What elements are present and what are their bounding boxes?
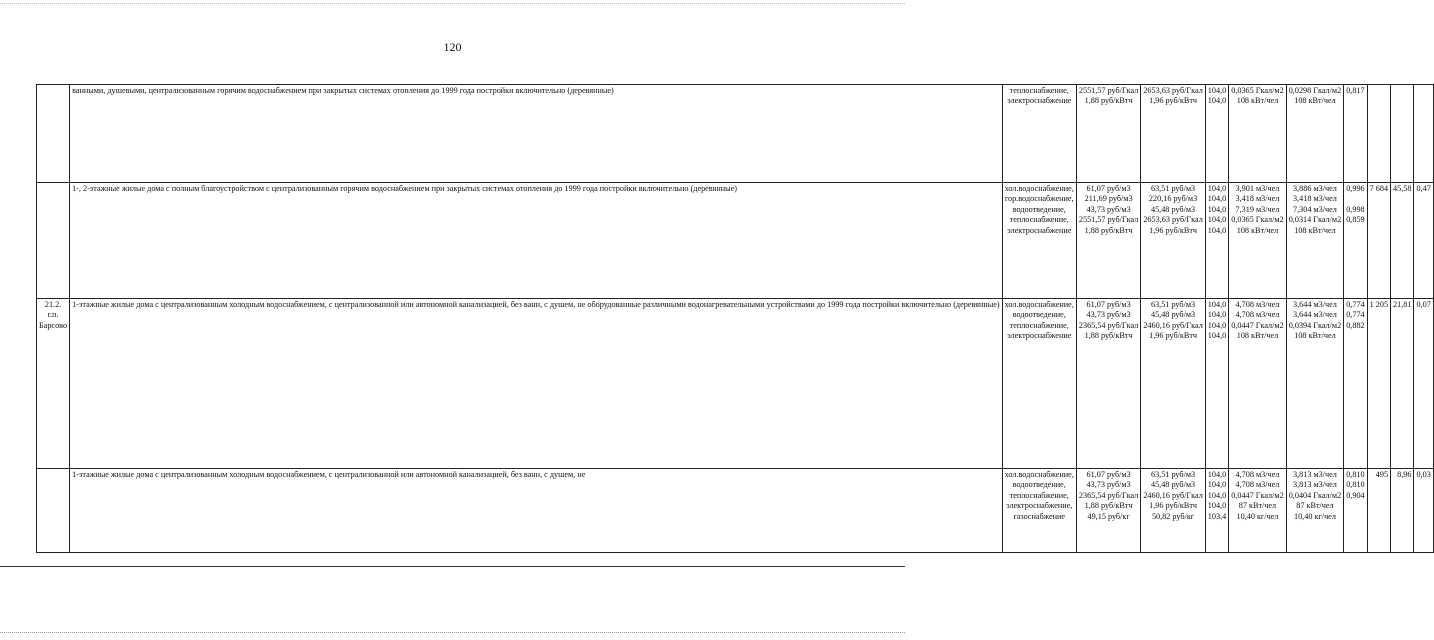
cell-line: 104,0 — [1207, 96, 1227, 106]
cell-line: 61,07 руб/м3 — [1086, 470, 1131, 479]
cell-line: 50,82 руб/кг — [1151, 511, 1195, 521]
cell-line: 104,0 — [1207, 225, 1227, 235]
tariff-previous-cell — [1076, 85, 1140, 183]
value-3-cell — [1414, 85, 1433, 183]
cell-line: 104,0 — [1207, 501, 1227, 511]
services-cell — [1002, 183, 1076, 299]
value-1-cell — [1367, 85, 1390, 183]
cell-line: теплоснабжение, — [1009, 320, 1069, 330]
value-3-cell: 0,03 — [1414, 469, 1433, 553]
cell-line: 0,774 — [1346, 300, 1365, 309]
page-number: 120 — [443, 40, 462, 54]
cell-line: 49,15 руб/кг — [1087, 511, 1130, 521]
cell-line: 2653,63 руб/Гкал — [1143, 215, 1203, 225]
cell-line: электроснабжение — [1007, 225, 1072, 235]
tariff-current-cell — [1141, 85, 1205, 183]
cell-line: 2365,54 руб/Гкал — [1078, 320, 1139, 330]
cell-line: 0,882 — [1346, 320, 1365, 330]
cell-line: 3,886 м3/чел — [1293, 184, 1337, 193]
table-row — [37, 85, 1434, 183]
cell-line: 104,0 — [1207, 470, 1227, 479]
value-3-cell: 0,07 — [1414, 299, 1433, 469]
housing-type-cell: 1-этажные жилые дома с централизованным холодным водоснабжением, с централизованной или автономной канализацией, без ванн, с душем, не оборудованные различными водонагревательными устройствами до 1999 года постройки включительно (деревянные) — [70, 299, 1003, 469]
cell-line: 0,0394 Гкал/м2 — [1288, 320, 1342, 330]
value-1-cell: 495 — [1367, 469, 1390, 553]
coefficient-cell — [1344, 469, 1367, 553]
cell-line: 63,51 руб/м3 — [1150, 470, 1196, 479]
cell-line: 61,07 руб/м3 — [1086, 184, 1131, 193]
cell-line: 1,88 руб/кВтч — [1084, 225, 1133, 235]
housing-type-cell: ванными, душевыми, централизованным горячим водоснабжением при закрытых системах отопления до 1999 года постройки включительно (деревянные) — [70, 85, 1003, 183]
cell-line: 45,48 руб/м3 — [1150, 310, 1196, 320]
norm-previous-cell — [1229, 469, 1287, 553]
cell-line: 45,48 руб/м3 — [1150, 204, 1196, 214]
cell-line: 108 кВт/чел — [1236, 96, 1279, 106]
housing-type-cell: 1-этажные жилые дома с централизованным холодным водоснабжением, с централизованной или автономной канализацией, без ванн, с душем, не — [70, 469, 1003, 553]
cell-line: 108 кВт/чел — [1236, 225, 1279, 235]
cell-line: 0,774 — [1346, 310, 1365, 320]
value-2-cell: 45,58 — [1391, 183, 1414, 299]
norm-current-cell — [1286, 299, 1344, 469]
cell-line: 63,51 руб/м3 — [1150, 184, 1196, 193]
tariff-table — [36, 84, 1434, 553]
cell-line: водоотведение, — [1012, 204, 1066, 214]
tariff-current-cell — [1141, 183, 1205, 299]
cell-line: 0,0298 Гкал/м2 — [1288, 86, 1342, 95]
tariff-current-cell — [1141, 299, 1205, 469]
table-row — [37, 183, 1434, 299]
norm-current-cell — [1286, 469, 1344, 553]
cell-line: 1,96 руб/кВтч — [1149, 501, 1198, 511]
coefficient-cell — [1344, 299, 1367, 469]
cell-line: газоснабжение — [1013, 511, 1066, 521]
cell-line: 108 кВт/чел — [1294, 96, 1336, 106]
cell-line: 2653,63 руб/Гкал — [1143, 86, 1203, 95]
cell-line: 104,0 — [1207, 300, 1227, 309]
cell-line: 104,0 — [1207, 86, 1227, 95]
row-number-cell — [37, 183, 70, 299]
cell-line: водоотведение, — [1012, 310, 1066, 320]
row-number-cell — [37, 299, 70, 469]
cell-line: 10,40 кг/чел — [1236, 511, 1279, 521]
cell-line: 87 кВт/чел — [1238, 501, 1277, 511]
cell-line: 2551,57 руб/Гкал — [1078, 86, 1139, 95]
value-2-cell — [1391, 85, 1414, 183]
cell-line: 4,708 м3/чел — [1235, 300, 1280, 309]
tariff-current-cell — [1141, 469, 1205, 553]
cell-line: электроснабжение, — [1006, 501, 1073, 511]
page-bottom-line — [0, 566, 905, 567]
cell-line: 3,418 м3/чел — [1235, 194, 1280, 204]
norm-previous-cell — [1229, 85, 1287, 183]
cell-line: 7,304 м3/чел — [1293, 204, 1337, 214]
cell-line: 63,51 руб/м3 — [1150, 300, 1196, 309]
services-cell — [1002, 85, 1076, 183]
value-3-cell: 0,47 — [1414, 183, 1433, 299]
cell-line: 3,813 м3/чел — [1293, 470, 1337, 479]
tariff-previous-cell — [1076, 183, 1140, 299]
cell-line: 104,0 — [1207, 320, 1227, 330]
cell-line: 0,0365 Гкал/м2 — [1231, 86, 1284, 95]
cell-line: 1,96 руб/кВтч — [1149, 96, 1198, 106]
cell-line: 3,644 м3/чел — [1293, 300, 1337, 309]
tariff-previous-cell — [1076, 299, 1140, 469]
value-2-cell: 21,81 — [1391, 299, 1414, 469]
cell-line: хол.водоснабжение, — [1004, 300, 1074, 309]
cell-line: 104,0 — [1207, 215, 1227, 225]
coefficient-cell — [1344, 183, 1367, 299]
cell-line: 108 кВт/чел — [1294, 225, 1336, 235]
coefficient-cell — [1344, 85, 1367, 183]
cell-line: 10,40 кг/чел — [1293, 511, 1336, 521]
index-cell — [1205, 183, 1228, 299]
cell-line: 104,0 — [1207, 490, 1227, 500]
cell-line: 0,998 — [1346, 204, 1365, 214]
cell-line: 0,0365 Гкал/м2 — [1231, 215, 1284, 225]
housing-type-cell: 1-, 2-этажные жилые дома с полным благоустройством с централизованным горячим водоснабжением при закрытых системах отопления до 1999 года постройки включительно (деревянные) — [70, 183, 1003, 299]
index-cell — [1205, 299, 1228, 469]
cell-line: 104,0 — [1207, 480, 1227, 490]
cell-line: электроснабжение — [1007, 96, 1072, 106]
cell-line: 3,901 м3/чел — [1235, 184, 1280, 193]
cell-line: 3,418 м3/чел — [1293, 194, 1337, 204]
cell-line: 220,16 руб/м3 — [1148, 194, 1198, 204]
cell-line: 104,0 — [1207, 331, 1227, 341]
cell-line: 7,319 м3/чел — [1235, 204, 1280, 214]
norm-previous-cell — [1229, 299, 1287, 469]
cell-line: хол.водоснабжение, — [1004, 470, 1074, 479]
cell-line: 2460,16 руб/Гкал — [1143, 320, 1203, 330]
cell-line: 0,0404 Гкал/м2 — [1288, 490, 1342, 500]
cell-line: Барсово — [39, 320, 68, 330]
cell-line: 21.2. — [44, 300, 62, 309]
cell-line: 0,859 — [1346, 215, 1365, 225]
norm-current-cell — [1286, 85, 1344, 183]
cell-line: 3,813 м3/чел — [1293, 480, 1337, 490]
cell-line: 4,708 м3/чел — [1235, 470, 1280, 479]
cell-line: теплоснабжение, — [1009, 86, 1069, 95]
row-number-cell — [37, 469, 70, 553]
cell-line: 104,0 — [1207, 184, 1227, 193]
table-row — [37, 299, 1434, 469]
cell-line: 43,73 руб/м3 — [1086, 204, 1131, 214]
cell-line: 1,88 руб/кВтч — [1084, 501, 1133, 511]
cell-line: 4,708 м3/чел — [1235, 310, 1280, 320]
cell-line: 2460,16 руб/Гкал — [1143, 490, 1203, 500]
index-cell — [1205, 85, 1228, 183]
cell-line: теплоснабжение, — [1009, 490, 1069, 500]
cell-line: 87 кВт/чел — [1296, 501, 1334, 511]
cell-line: 104,0 — [1207, 310, 1227, 320]
cell-line: 0,810 — [1346, 480, 1365, 490]
cell-line: электроснабжение — [1007, 331, 1072, 341]
cell-line: 0,904 — [1346, 490, 1365, 500]
cell-line: 104,0 — [1207, 204, 1227, 214]
top-dotted-border — [0, 3, 905, 4]
cell-line: гор.водоснабжение, — [1004, 194, 1074, 204]
value-1-cell: 1 205 — [1367, 299, 1390, 469]
cell-line: 0,0314 Гкал/м2 — [1288, 215, 1342, 225]
cell-line: 0,810 — [1346, 470, 1365, 479]
cell-line — [1346, 194, 1364, 204]
cell-line: 0,817 — [1346, 86, 1365, 95]
tariff-previous-cell — [1076, 469, 1140, 553]
cell-line: 108 кВт/чел — [1294, 331, 1336, 341]
cell-line: 0,996 — [1346, 184, 1365, 193]
cell-line: г.п. — [47, 310, 59, 320]
services-cell — [1002, 299, 1076, 469]
index-cell — [1205, 469, 1228, 553]
cell-line: 43,73 руб/м3 — [1086, 310, 1131, 320]
cell-line: 1,96 руб/кВтч — [1149, 225, 1198, 235]
cell-line: 45,48 руб/м3 — [1150, 480, 1196, 490]
norm-previous-cell — [1229, 183, 1287, 299]
cell-line: 1,88 руб/кВтч — [1084, 96, 1133, 106]
cell-line: 61,07 руб/м3 — [1086, 300, 1131, 309]
cell-line: 104,0 — [1207, 194, 1227, 204]
cell-line: водоотведение, — [1012, 480, 1066, 490]
bottom-dotted-border — [0, 632, 905, 633]
cell-line: 4,708 м3/чел — [1235, 480, 1280, 490]
cell-line: теплоснабжение, — [1009, 215, 1069, 225]
cell-line: 0,0447 Гкал/м2 — [1231, 320, 1284, 330]
cell-line: 108 кВт/чел — [1236, 331, 1279, 341]
cell-line: хол.водоснабжение, — [1004, 184, 1074, 193]
cell-line: 0,0447 Гкал/м2 — [1231, 490, 1284, 500]
cell-line: 211,69 руб/м3 — [1084, 194, 1133, 204]
cell-line: 2551,57 руб/Гкал — [1078, 215, 1139, 225]
norm-current-cell — [1286, 183, 1344, 299]
cell-line: 1,96 руб/кВтч — [1149, 331, 1198, 341]
value-2-cell: 8,96 — [1391, 469, 1414, 553]
cell-line: 1,88 руб/кВтч — [1084, 331, 1133, 341]
cell-line: 103,4 — [1207, 511, 1227, 521]
cell-line: 3,644 м3/чел — [1293, 310, 1337, 320]
row-number-cell — [37, 85, 70, 183]
table-row — [37, 469, 1434, 553]
value-1-cell: 7 684 — [1367, 183, 1390, 299]
cell-line: 2365,54 руб/Гкал — [1078, 490, 1139, 500]
services-cell — [1002, 469, 1076, 553]
cell-line: 43,73 руб/м3 — [1086, 480, 1131, 490]
